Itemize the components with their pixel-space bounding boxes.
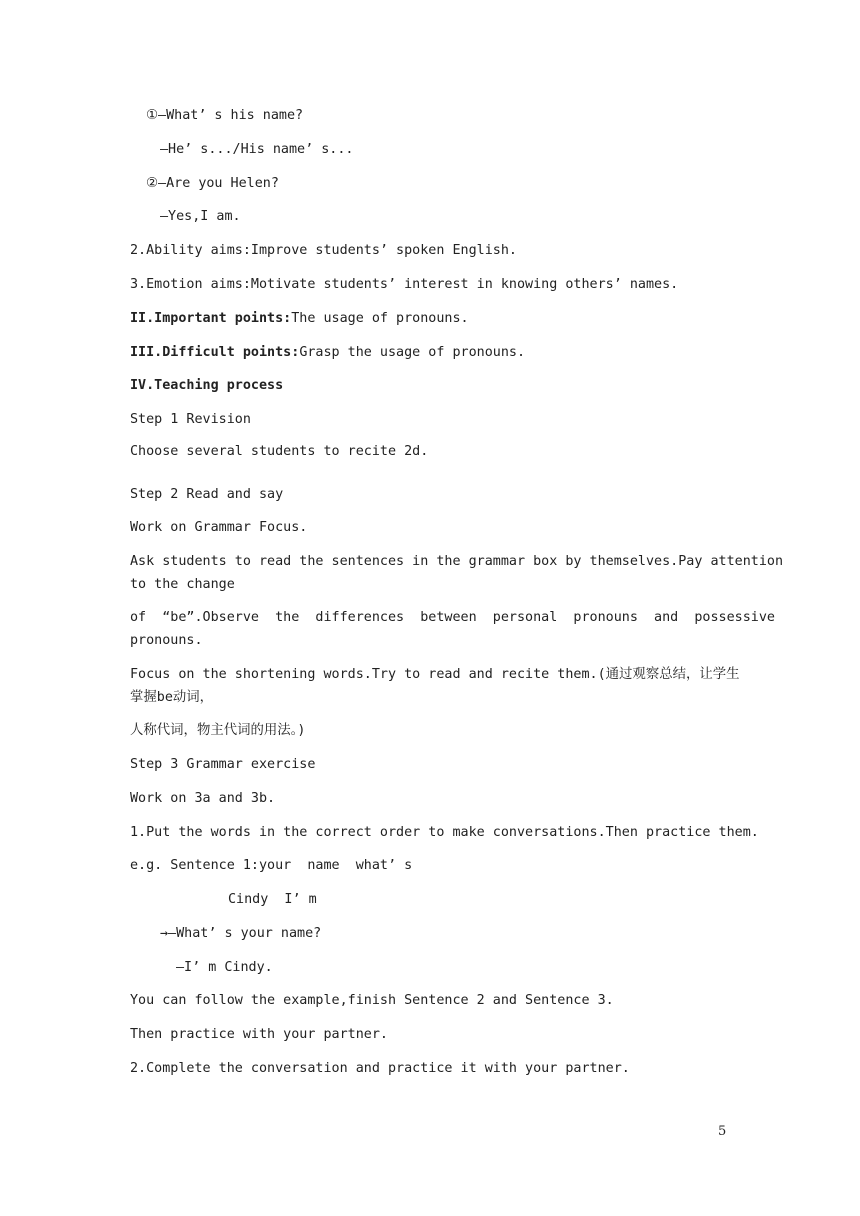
important-points-text: The usage of pronouns.: [291, 311, 469, 326]
dialogue-line-3: ②—Are you Helen?: [146, 176, 279, 191]
step-2-text: Work on Grammar Focus.: [130, 520, 308, 535]
dialogue-line-1: ①—What’ s his name?: [146, 108, 304, 123]
paragraph-observe-line-2: pronouns.: [130, 633, 203, 648]
step-3-text: Work on 3a and 3b.: [130, 791, 276, 806]
paragraph-focus-line-2: 掌握be动词，: [130, 690, 214, 705]
ability-aims: 2.Ability aims:Improve students’ spoken English.: [130, 243, 517, 258]
teaching-process-heading: IV.Teaching process: [130, 378, 284, 393]
important-points-heading: II.Important points:: [130, 311, 292, 326]
paragraph-focus-line-3: 人称代词，物主代词的用法。): [130, 723, 306, 738]
paragraph-observe-line-1: of “be”.Observe the differences between personal pronouns and possessive: [130, 610, 775, 625]
difficult-points: [130, 344, 525, 362]
step-3-heading: Step 3 Grammar exercise: [130, 757, 316, 772]
difficult-points-text: Grasp the usage of pronouns.: [299, 345, 526, 360]
practice-text: Then practice with your partner.: [130, 1027, 388, 1042]
paragraph-focus-line-1: Focus on the shortening words.Try to read and recite them.(通过观察总结，让学生: [130, 667, 740, 682]
paragraph-read-line-1: Ask students to read the sentences in the grammar box by themselves.Pay attention: [130, 554, 784, 569]
step-2-heading: Step 2 Read and say: [130, 487, 284, 502]
page-number: 5: [718, 1124, 727, 1139]
dialogue-line-4: —Yes,I am.: [160, 209, 241, 224]
example-sentence-words: e.g. Sentence 1:your name what’ s: [130, 858, 413, 873]
step-1-text: Choose several students to recite 2d.: [130, 444, 429, 459]
example-sentence-words-2: Cindy I’ m: [228, 892, 317, 907]
example-answer-2: —I’ m Cindy.: [176, 960, 273, 975]
exercise-1-instruction: 1.Put the words in the correct order to make conversations.Then practice them.: [130, 825, 759, 840]
exercise-2-instruction: 2.Complete the conversation and practice it with your partner.: [130, 1061, 630, 1076]
example-answer-1: →—What’ s your name?: [160, 926, 322, 941]
step-1-heading: Step 1 Revision: [130, 412, 251, 427]
follow-example-text: You can follow the example,finish Sentence 2 and Sentence 3.: [130, 993, 614, 1008]
difficult-points-heading: III.Difficult points:: [130, 345, 300, 360]
dialogue-line-2: —He’ s.../His name’ s...: [160, 142, 354, 157]
emotion-aims: 3.Emotion aims:Motivate students’ interest in knowing others’ names.: [130, 277, 679, 292]
important-points: [130, 310, 469, 328]
paragraph-read-line-2: to the change: [130, 577, 235, 592]
